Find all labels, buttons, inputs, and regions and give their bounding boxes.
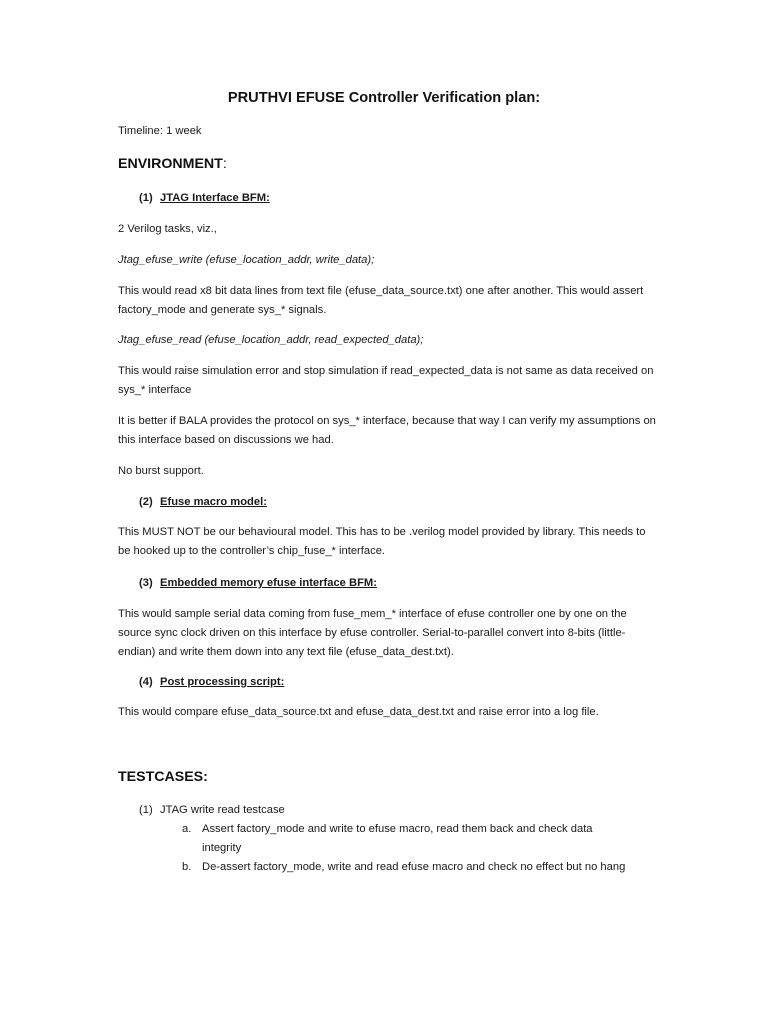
section-2-number: (2) <box>139 496 153 508</box>
section-4-title: Post processing script: <box>160 676 285 688</box>
section-3-heading <box>139 574 679 593</box>
testcases-heading: TESTCASES: <box>118 769 208 785</box>
subitem-text: De-assert factory_mode, write and read efuse macro and check no effect but no hang <box>202 861 626 873</box>
section-1-number: (1) <box>139 192 153 204</box>
section-1-paragraph: This would read x8 bit data lines from text file (efuse_data_source.txt) one after another. This would assert factory_mode and generate sys_* signals. <box>118 285 644 316</box>
section-3-title: Embedded memory efuse interface BFM: <box>160 577 377 589</box>
environment-heading-text: ENVIRONMENT <box>118 156 223 172</box>
section-1-paragraph: It is better if BALA provides the protocol on sys_* interface, because that way I can verify my assumptions on this interface based on discussions we had. <box>118 415 656 446</box>
testcase-subitem <box>182 858 642 877</box>
section-2-heading <box>139 493 679 512</box>
jtag-write-signature: Jtag_efuse_write (efuse_location_addr, write_data); <box>118 254 375 266</box>
section-4-paragraph: This would compare efuse_data_source.txt and efuse_data_dest.txt and raise error into a log file. <box>118 706 599 718</box>
section-4-heading <box>139 673 679 692</box>
document-title: PRUTHVI EFUSE Controller Verification plan: <box>227 90 541 106</box>
section-1-paragraph: This would raise simulation error and stop simulation if read_expected_data is not same as data received on sys_* interface <box>118 365 654 396</box>
testcase-number: (1) <box>139 804 153 816</box>
section-1-heading <box>139 189 679 208</box>
section-1-paragraph: 2 Verilog tasks, viz., <box>118 223 217 235</box>
environment-heading-colon: : <box>222 156 227 172</box>
jtag-read-signature: Jtag_efuse_read (efuse_location_addr, read_expected_data); <box>118 334 424 346</box>
section-1-paragraph: No burst support. <box>118 465 204 477</box>
section-4-number: (4) <box>139 676 153 688</box>
section-3-paragraph: This would sample serial data coming from fuse_mem_* interface of efuse controller one by one on the source sync clock driven on this interface by efuse controller. Serial-to-parallel convert into 8-bits (little-endian) and write them down into any text file (efuse_data_dest.txt). <box>118 608 627 658</box>
timeline-text: Timeline: 1 week <box>118 125 202 137</box>
testcase-item <box>139 801 679 820</box>
section-2-title: Efuse macro model: <box>160 496 267 508</box>
testcase-label: JTAG write read testcase <box>160 804 285 816</box>
section-3-number: (3) <box>139 577 153 589</box>
testcase-subitem <box>182 820 642 858</box>
section-2-paragraph: This MUST NOT be our behavioural model. This has to be .verilog model provided by library. This needs to be hooked up to the controller’s chip_fuse_* interface. <box>118 526 646 557</box>
subitem-letter: a. <box>182 823 192 835</box>
subitem-letter: b. <box>182 861 192 873</box>
section-1-title: JTAG Interface BFM: <box>160 192 270 204</box>
environment-heading <box>118 154 658 174</box>
subitem-text: Assert factory_mode and write to efuse macro, read them back and check data integrity <box>202 823 593 854</box>
